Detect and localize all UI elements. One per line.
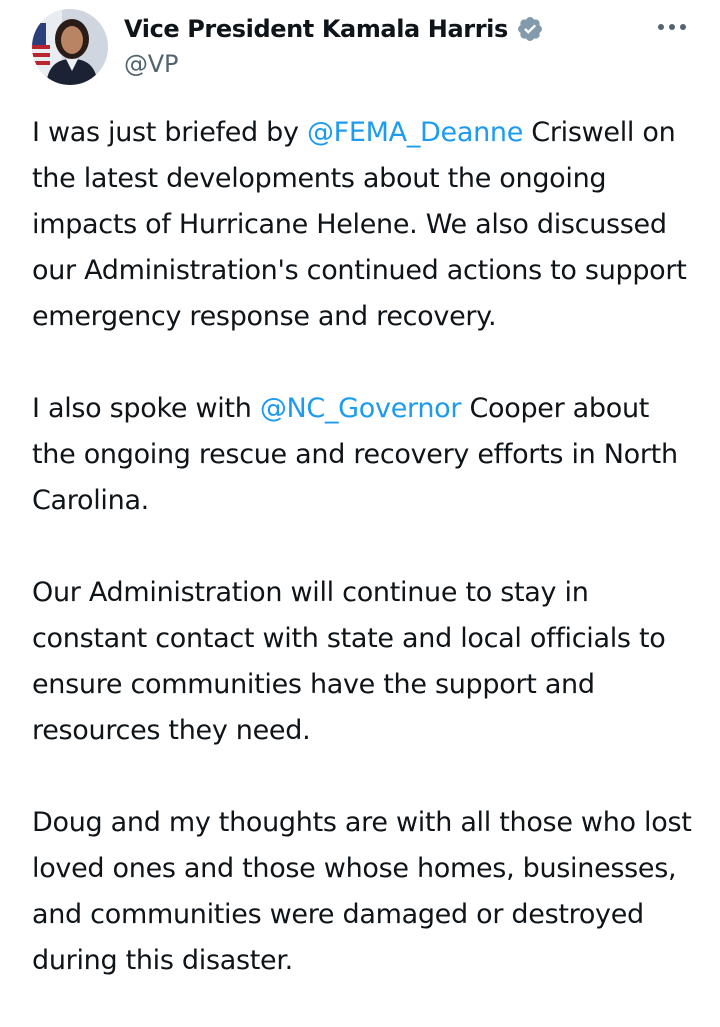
more-horizontal-icon <box>657 23 687 31</box>
verified-badge-icon[interactable] <box>516 15 544 43</box>
mention-link-fema-deanne[interactable]: @FEMA_Deanne <box>306 117 524 148</box>
text-segment: I was just briefed by <box>32 117 307 148</box>
avatar[interactable] <box>32 9 108 85</box>
more-options-button[interactable] <box>654 14 690 40</box>
text-segment: Cooper about the ongoing rescue and recovery efforts in North Carolina. <box>32 393 678 516</box>
tweet-paragraph-4: Doug and my thoughts are with all those who lost loved ones and those whose homes, businesses, and communities were damaged or destroyed during this disaster. <box>32 807 692 976</box>
tweet-paragraph-3: Our Administration will continue to stay in constant contact with state and local officials to ensure communities have the support and resources they need. <box>32 577 666 746</box>
tweet-paragraph-1 <box>32 110 692 340</box>
mention-link-nc-governor[interactable]: @NC_Governor <box>259 393 462 424</box>
text-segment: Criswell on the latest developments about the ongoing impacts of Hurricane Helene. We also discussed our Administration's continued actions to support emergency response and recovery. <box>32 117 687 332</box>
author-display-name[interactable]: Vice President Kamala Harris <box>124 15 508 43</box>
text-segment: I also spoke with <box>32 393 260 424</box>
author-handle[interactable]: @VP <box>124 50 179 78</box>
tweet-text <box>32 110 692 984</box>
author-name-row[interactable] <box>124 12 544 46</box>
tweet-paragraph-2 <box>32 386 692 524</box>
avatar-image <box>32 9 108 85</box>
